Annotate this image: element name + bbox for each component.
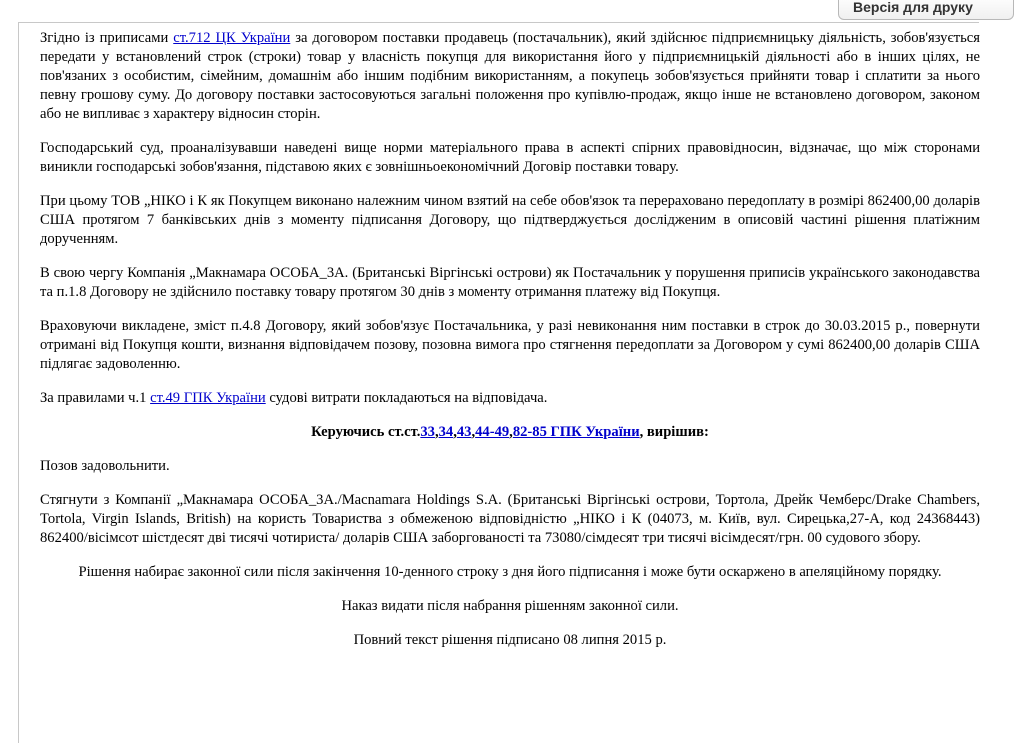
paragraph-buyer-prepayment: При цьому ТОВ „НІКО і К як Покупцем виконано належним чином взятий на себе обов'язок та перераховано передоплату в розмірі 862400,00 доларів США протягом 7 банківських днів з моменту підписання Договору, що підтверджується дослідженим в описовій частині рішення платіжним дорученням. bbox=[40, 193, 980, 247]
paragraph-recover-amount: Стягнути з Компанії „Макнамара ОСОБА_3А./Macnamara Holdings S.A. (Британські Віргінські острови, Тортола, Дрейк Чемберс/Drake Chambers, Tortola, Virgin Islands, British) на користь Товариства з обмеженою відповідністю „НІКО і К (04073, м. Київ, вул. Сирецька,27-А, код 24368443) 862400/вісімсот шістдесят дві тисячі чотириста/ доларів США заборгованості та 73080/сімдесят три тисячі вісімдесят/грн. 00 судового збору. bbox=[40, 492, 980, 546]
top-bar bbox=[0, 0, 973, 22]
law-link-article-712[interactable]: ст.712 ЦК України bbox=[173, 30, 291, 46]
paragraph-court-analysis: Господарський суд, проаналізувавши наведені вище норми матеріального права в аспекті спірних правовідносин, відзначає, що між сторонами виникли господарські зобов'язання, підставою яких є зовнішньоекономічний Договір поставки товару. bbox=[40, 140, 980, 175]
paragraph-contract-definition: Згідно із приписами ст.712 ЦК України за договором поставки продавець (постачальник), який здійснює підприємницьку діяльність, зобов'язується передати у встановлений строк (строки) товар у власність покупця для використання його у підприємницькій діяльності або в інших цілях, не пов'язаних з особистим, сімейним, домашнім або іншим подібним використанням, а покупець зобов'язується прийняти товар і сплатити за нього певну грошову суму. До договору поставки застосовуються загальні положення про купівлю-продаж, якщо інше не встановлено договором, законом або не випливає з характеру відносин сторін. bbox=[40, 30, 980, 122]
law-link-article-49[interactable]: ст.49 ГПК України bbox=[150, 390, 266, 406]
paragraph-satisfy-claim: Позов задовольнити. bbox=[40, 458, 170, 474]
law-link-article-44-49[interactable]: 44-49 bbox=[475, 424, 510, 440]
law-link-article-34[interactable]: 34 bbox=[438, 424, 454, 440]
paragraph-effective-date: Рішення набирає законної сили після закінчення 10-денного строку з дня його підписання і може бути оскаржено в апеляційному порядку. bbox=[78, 564, 942, 580]
paragraph-claim-satisfied: Враховуючи викладене, зміст п.4.8 Договору, який зобов'язує Постачальника, у разі невиконання ним поставки в строк до 30.03.2015 р., повернути отримані від Покупця кошти, визнання відповідачем позову, позовна вимога про стягнення передоплати за Договором у сумі 862400,00 доларів США підлягає задоволенню. bbox=[40, 318, 980, 372]
paragraph-signed-date: Повний текст рішення підписано 08 липня 2015 р. bbox=[353, 632, 667, 648]
law-link-article-82-85[interactable]: 82-85 ГПК України bbox=[512, 424, 640, 440]
paragraph-issue-order: Наказ видати після набрання рішенням законної сили. bbox=[341, 598, 679, 614]
paragraph-court-costs: За правилами ч.1 ст.49 ГПК України судові витрати покладаються на відповідача. bbox=[40, 390, 548, 406]
paragraph-decision-heading: Керуючись ст.ст.33,34,43,44-49,82-85 ГПК України, вирішив: bbox=[311, 424, 709, 440]
print-version-button[interactable]: Версія для друку bbox=[838, 0, 1014, 20]
law-link-article-33[interactable]: 33 bbox=[420, 424, 435, 440]
paragraph-supplier-breach: В свою чергу Компанія „Макнамара ОСОБА_3А. (Британські Віргінські острови) як Постачальник у порушення приписів українського законодавства та п.1.8 Договору не здійснило поставку товару протягом 30 днів з моменту отримання платежу від Покупця. bbox=[40, 265, 980, 300]
document-body bbox=[40, 29, 980, 665]
law-link-article-43[interactable]: 43 bbox=[456, 424, 472, 440]
